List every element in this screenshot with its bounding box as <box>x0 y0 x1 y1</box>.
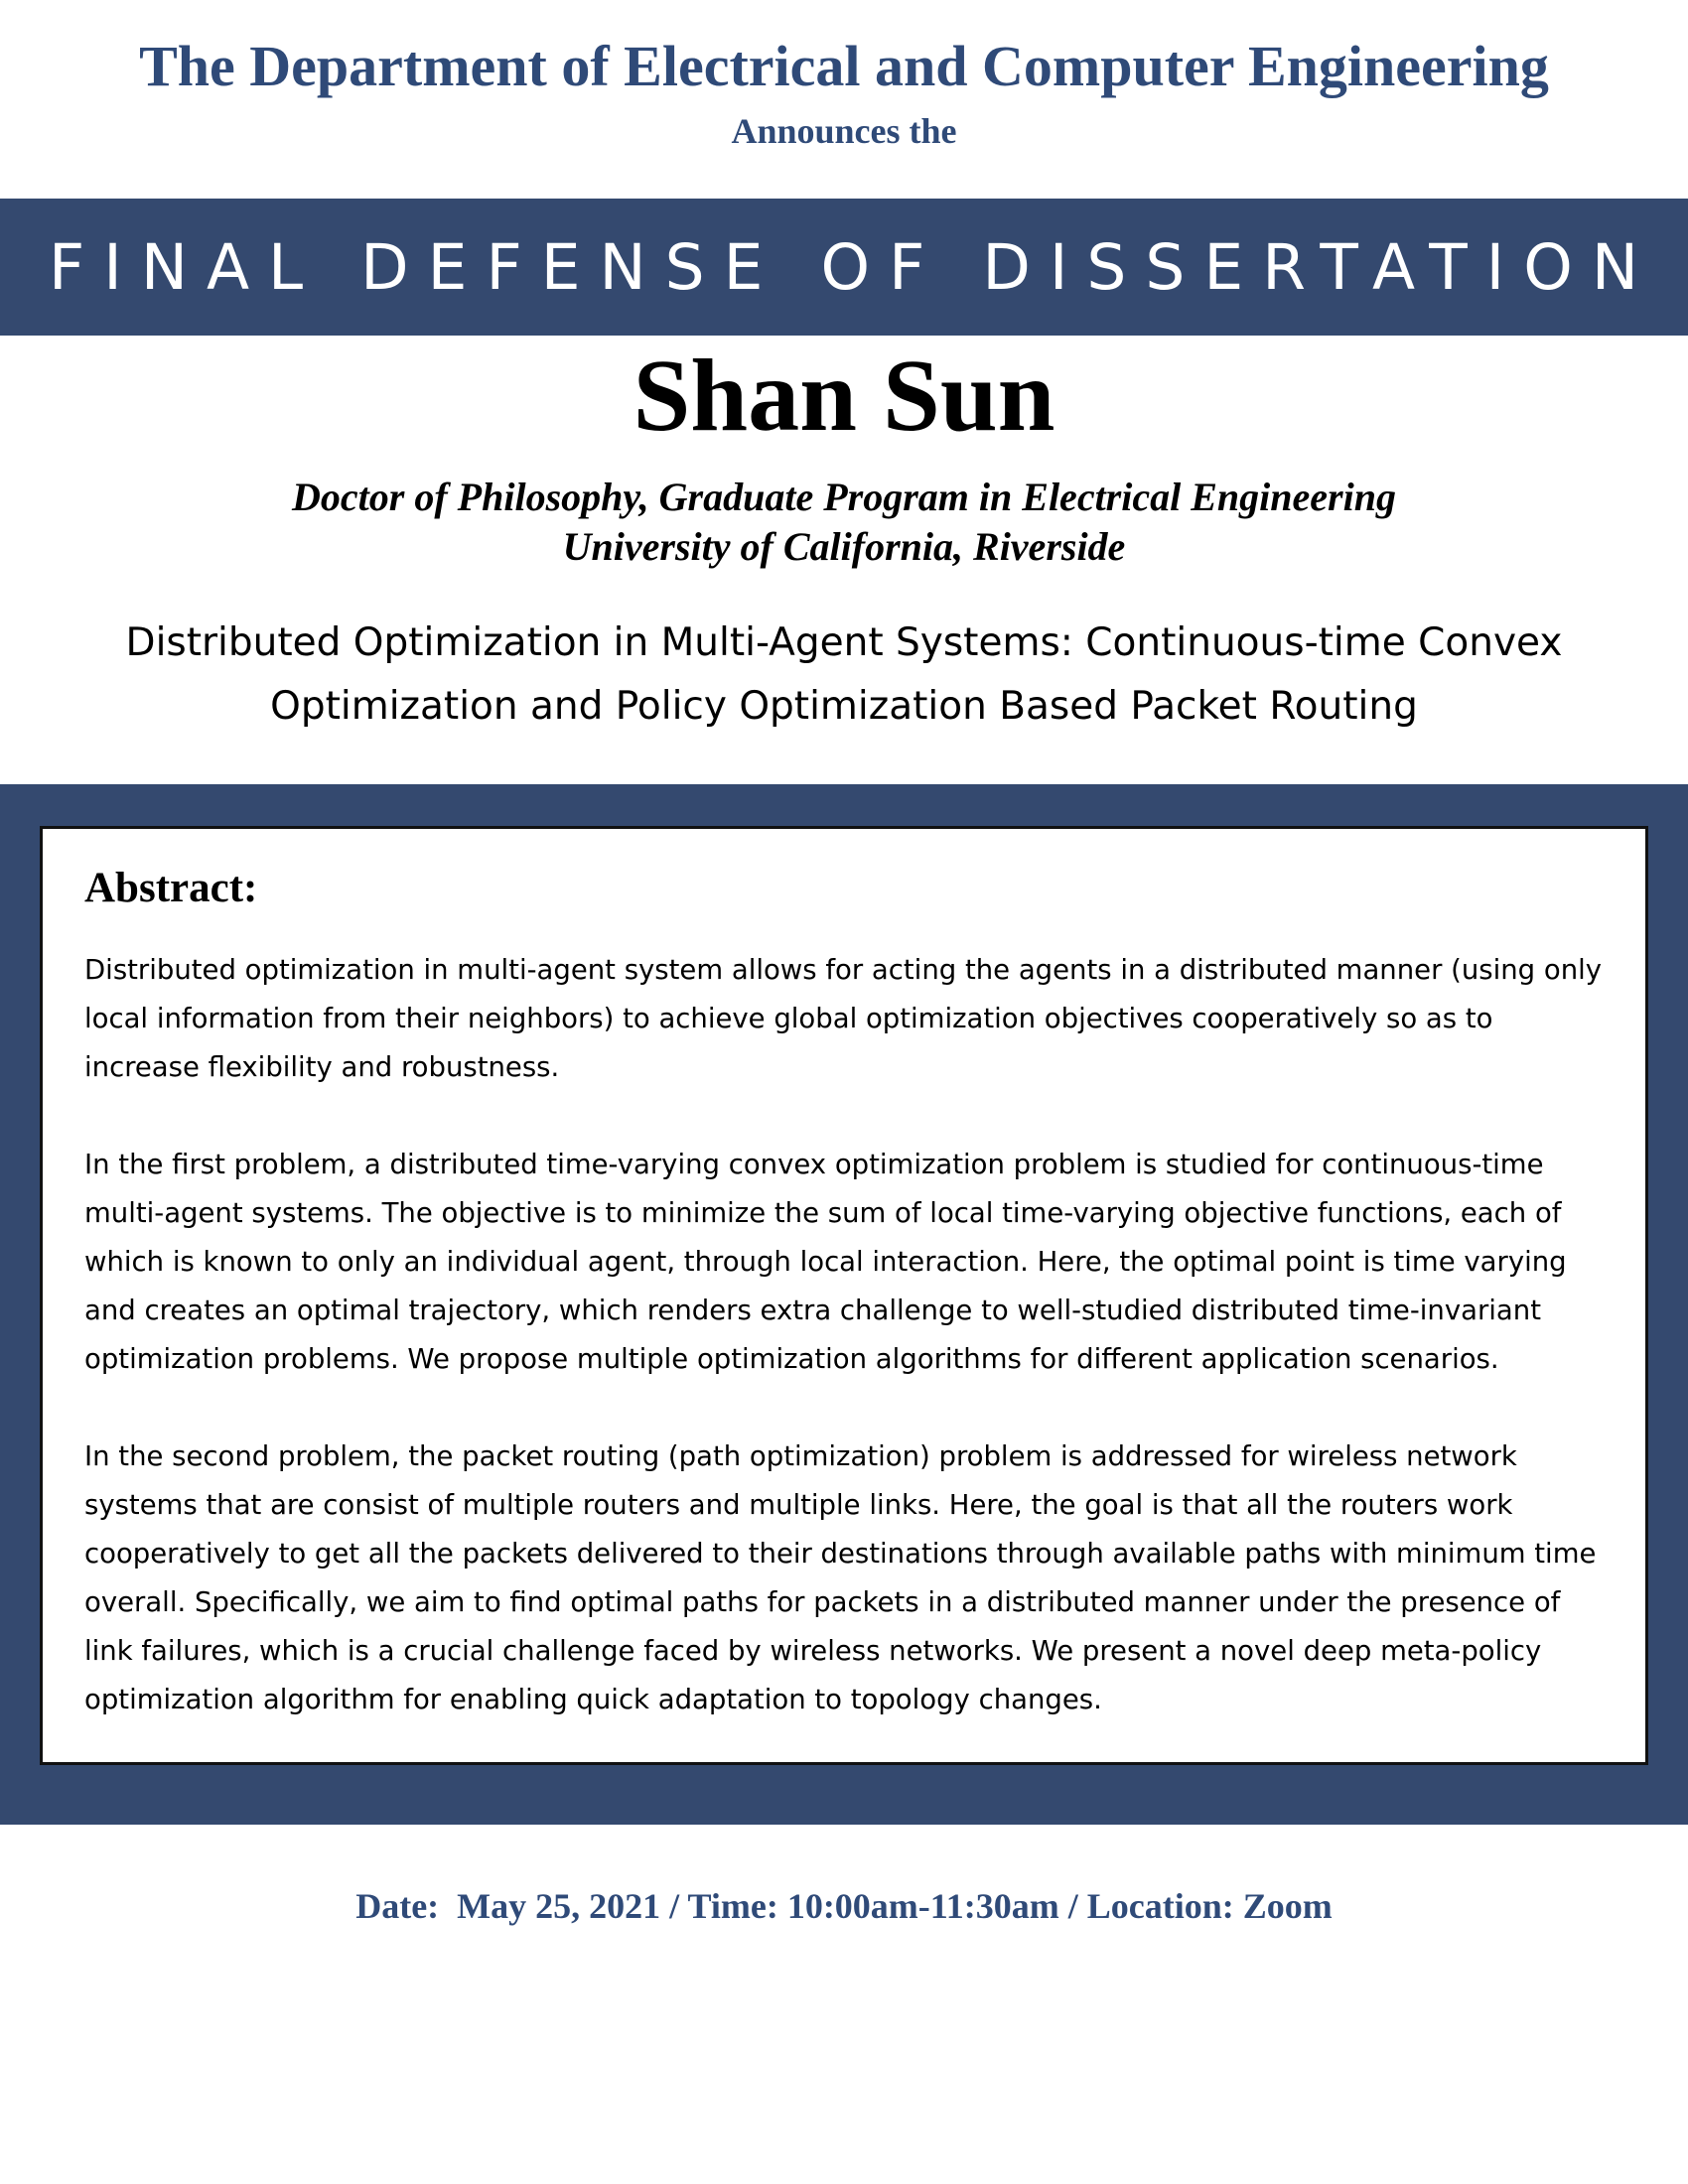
dissertation-title <box>60 612 1628 739</box>
abstract-paragraph: In the first problem, a distributed time-varying convex optimization problem is studied for continuous-time multi-agent systems. The objective is to minimize the sum of local time-varying objective functions, each of which is known to only an individual agent, through local interaction. Here, the optimal point is time varying and creates an optimal trajectory, which renders extra challenge to well-studied distributed time-invariant optimization problems. We propose multiple optimization algorithms for different application scenarios. <box>84 1149 1567 1375</box>
degree-program: Doctor of Philosophy, Graduate Program in Electrical Engineering <box>292 475 1396 519</box>
abstract-box <box>40 826 1648 1765</box>
defense-banner <box>0 199 1688 336</box>
dissertation-title-line-2: Optimization and Policy Optimization Based Packet Routing <box>270 684 1418 729</box>
abstract-paragraph: Distributed optimization in multi-agent system allows for acting the agents in a distributed manner (using only local information from their neighbors) to achieve global optimization objectives cooperatively so as to increase flexibility and robustness. <box>84 954 1603 1083</box>
announces-subtitle: Announces the <box>731 111 957 151</box>
department-title: The Department of Electrical and Computer Engineering <box>139 34 1549 98</box>
degree-university: University of California, Riverside <box>562 524 1126 569</box>
banner-label: FINAL DEFENSE OF DISSERTATION <box>49 230 1657 304</box>
degree-block <box>0 473 1688 572</box>
dissertation-title-line-1: Distributed Optimization in Multi-Agent Systems: Continuous-time Convex <box>125 620 1563 665</box>
abstract-frame <box>0 784 1688 1825</box>
abstract-paragraph: In the second problem, the packet routing (path optimization) problem is addressed for wireless network systems that are consist of multiple routers and multiple links. Here, the goal is that all the routers work cooperatively to get all the packets delivered to their destinations through available paths with minimum time overall. Specifically, we aim to find optimal paths for packets in a distributed manner under the presence of link failures, which is a crucial challenge faced by wireless networks. We present a novel deep meta-policy optimization algorithm for enabling quick adaptation to topology changes. <box>84 1440 1597 1715</box>
abstract-body <box>84 946 1610 1724</box>
event-details: Date: May 25, 2021 / Time: 10:00am-11:30am / Location: Zoom <box>355 1886 1333 1926</box>
candidate-name: Shan Sun <box>633 339 1055 453</box>
abstract-heading: Abstract: <box>84 865 258 911</box>
